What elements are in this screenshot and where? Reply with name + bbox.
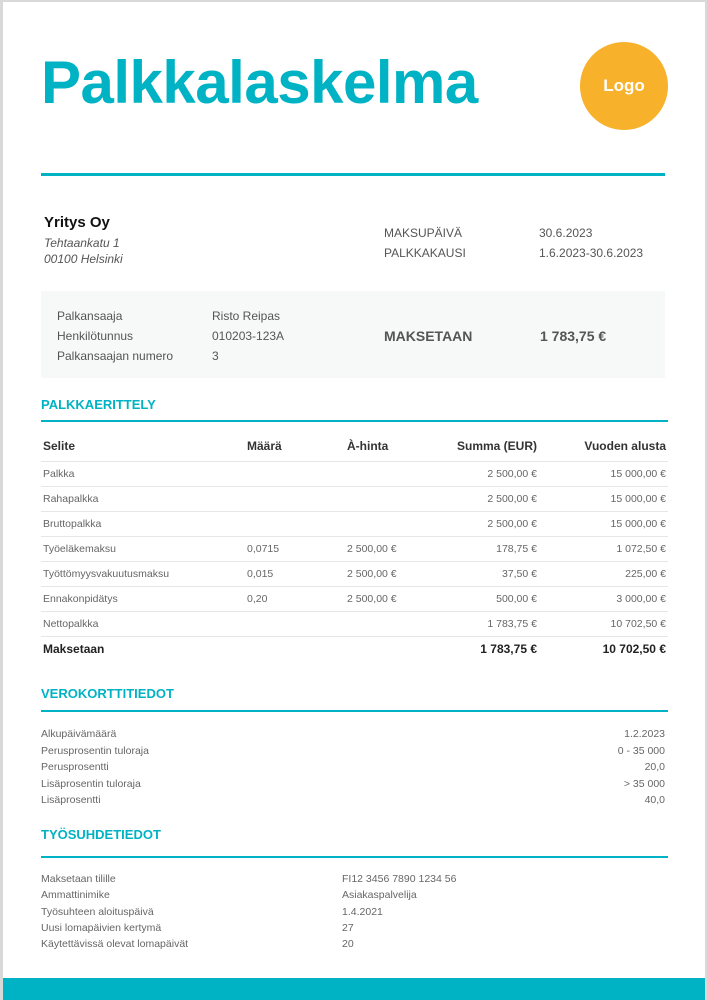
employment-label: Käytettävissä olevat lomapäivät bbox=[41, 938, 189, 951]
tax-card-value: 40,0 bbox=[644, 794, 665, 806]
cell-description: Ennakonpidätys bbox=[41, 587, 245, 612]
tax-card-label: Perusprosentin tuloraja bbox=[41, 744, 149, 757]
tax-card-value: > 35 000 bbox=[623, 777, 665, 790]
cell-description: Maksetaan bbox=[43, 642, 105, 656]
employee-number-value: 3 bbox=[212, 349, 219, 363]
employee-number-label: Palkansaajan numero bbox=[57, 349, 174, 363]
company-name: Yritys Oy bbox=[44, 214, 110, 231]
cell-quantity: 0,0715 bbox=[245, 537, 345, 562]
company-address-city: 00100 Helsinki bbox=[44, 252, 123, 266]
pay-period-label: PALKKAKAUSI bbox=[384, 246, 466, 260]
employee-name-value: Risto Reipas bbox=[212, 309, 281, 323]
employee-name-label: Palkansaaja bbox=[57, 309, 123, 323]
salary-spec-divider bbox=[41, 420, 668, 422]
cell-amount: 2 500,00 € bbox=[439, 462, 539, 487]
employment-label: Uusi lomapäivien kertymä bbox=[41, 921, 162, 934]
cell-quantity: 0,015 bbox=[245, 562, 345, 587]
payment-date-value: 30.6.2023 bbox=[539, 226, 593, 240]
table-row bbox=[41, 637, 668, 662]
cell-year-to-date: 10 702,50 € bbox=[539, 612, 668, 637]
cell-amount: 178,75 € bbox=[439, 537, 539, 562]
employment-title: TYÖSUHDETIEDOT bbox=[41, 827, 161, 842]
page-title: Palkkalaskelma bbox=[41, 49, 478, 116]
cell-unit-price: 2 500,00 € bbox=[345, 587, 439, 612]
employment-value: FI12 3456 7890 1234 56 bbox=[342, 873, 457, 885]
cell-description: Palkka bbox=[41, 462, 245, 487]
column-header-amount: Summa (EUR) bbox=[439, 430, 539, 462]
tax-card-value: 20,0 bbox=[644, 761, 665, 773]
salary-spec-title: PALKKAERITTELY bbox=[41, 397, 156, 412]
table-row bbox=[41, 462, 668, 487]
cell-description: Työeläkemaksu bbox=[41, 537, 245, 562]
column-header-year-to-date: Vuoden alusta bbox=[539, 430, 668, 462]
company-address-street: Tehtaankatu 1 bbox=[44, 236, 120, 250]
cell-amount: 37,50 € bbox=[439, 562, 539, 587]
employment-value: 27 bbox=[342, 921, 354, 934]
cell-quantity bbox=[245, 512, 345, 537]
company-logo bbox=[580, 42, 668, 130]
net-pay-label: MAKSETAAN bbox=[384, 328, 473, 344]
column-header-quantity: Määrä bbox=[245, 430, 345, 462]
tax-card-label: Lisäprosentti bbox=[41, 794, 101, 806]
tax-card-label: Lisäprosentin tuloraja bbox=[41, 777, 141, 790]
tax-card-label: Perusprosentti bbox=[41, 761, 109, 773]
footer-bar bbox=[3, 978, 705, 1000]
cell-unit-price bbox=[345, 487, 439, 512]
cell-amount: 2 500,00 € bbox=[439, 512, 539, 537]
cell-year-to-date: 3 000,00 € bbox=[539, 587, 668, 612]
cell-year-to-date: 15 000,00 € bbox=[539, 487, 668, 512]
cell-description: Rahapalkka bbox=[41, 487, 245, 512]
payslip-page bbox=[3, 2, 705, 1000]
table-row bbox=[41, 612, 668, 637]
cell-unit-price: 2 500,00 € bbox=[345, 562, 439, 587]
personal-id-label: Henkilötunnus bbox=[57, 329, 134, 343]
employment-value: 20 bbox=[342, 938, 354, 951]
pay-period-value: 1.6.2023-30.6.2023 bbox=[539, 246, 644, 260]
cell-amount: 2 500,00 € bbox=[439, 487, 539, 512]
tax-card-value: 1.2.2023 bbox=[624, 728, 665, 740]
cell-year-to-date: 1 072,50 € bbox=[539, 537, 668, 562]
cell-amount: 1 783,75 € bbox=[480, 642, 537, 656]
cell-quantity bbox=[245, 612, 345, 637]
tax-card-value: 0 - 35 000 bbox=[617, 744, 665, 757]
tax-card-title: VEROKORTTITIEDOT bbox=[41, 686, 174, 701]
employment-value: Asiakaspalvelija bbox=[342, 889, 417, 902]
cell-year-to-date: 10 702,50 € bbox=[602, 642, 666, 656]
cell-amount: 500,00 € bbox=[439, 587, 539, 612]
cell-quantity bbox=[245, 487, 345, 512]
net-pay-value: 1 783,75 € bbox=[540, 328, 607, 344]
cell-description: Nettopalkka bbox=[41, 612, 245, 637]
logo-label: Logo bbox=[603, 76, 645, 95]
employment-label: Työsuhteen aloituspäivä bbox=[41, 905, 154, 918]
cell-year-to-date: 225,00 € bbox=[539, 562, 668, 587]
cell-unit-price bbox=[345, 462, 439, 487]
cell-unit-price: 2 500,00 € bbox=[345, 537, 439, 562]
cell-description: Työttömyysvakuutusmaksu bbox=[41, 562, 245, 587]
column-header-unit-price: À-hinta bbox=[345, 430, 439, 462]
table-row bbox=[41, 537, 668, 562]
employee-panel bbox=[41, 291, 665, 378]
employment-divider bbox=[41, 856, 668, 858]
personal-id-value: 010203-123A bbox=[212, 329, 285, 343]
tax-card-label: Alkupäivämäärä bbox=[41, 728, 117, 740]
table-header-row bbox=[41, 430, 668, 462]
cell-description: Bruttopalkka bbox=[41, 512, 245, 537]
table-row bbox=[41, 562, 668, 587]
cell-year-to-date: 15 000,00 € bbox=[539, 512, 668, 537]
cell-unit-price bbox=[345, 612, 439, 637]
table-row bbox=[41, 487, 668, 512]
payment-date-label: MAKSUPÄIVÄ bbox=[384, 226, 463, 240]
column-header-description: Selite bbox=[41, 430, 245, 462]
salary-spec-table bbox=[41, 430, 668, 661]
employment-label: Maksetaan tilille bbox=[41, 873, 116, 885]
employment-label: Ammattinimike bbox=[41, 889, 110, 902]
header-divider bbox=[41, 173, 665, 176]
tax-card-divider bbox=[41, 710, 668, 712]
cell-quantity: 0,20 bbox=[245, 587, 345, 612]
cell-unit-price bbox=[345, 637, 439, 662]
cell-quantity bbox=[245, 637, 345, 662]
cell-unit-price bbox=[345, 512, 439, 537]
cell-quantity bbox=[245, 462, 345, 487]
cell-amount: 1 783,75 € bbox=[439, 612, 539, 637]
table-row bbox=[41, 512, 668, 537]
table-row bbox=[41, 587, 668, 612]
employment-value: 1.4.2021 bbox=[342, 905, 383, 918]
cell-year-to-date: 15 000,00 € bbox=[539, 462, 668, 487]
